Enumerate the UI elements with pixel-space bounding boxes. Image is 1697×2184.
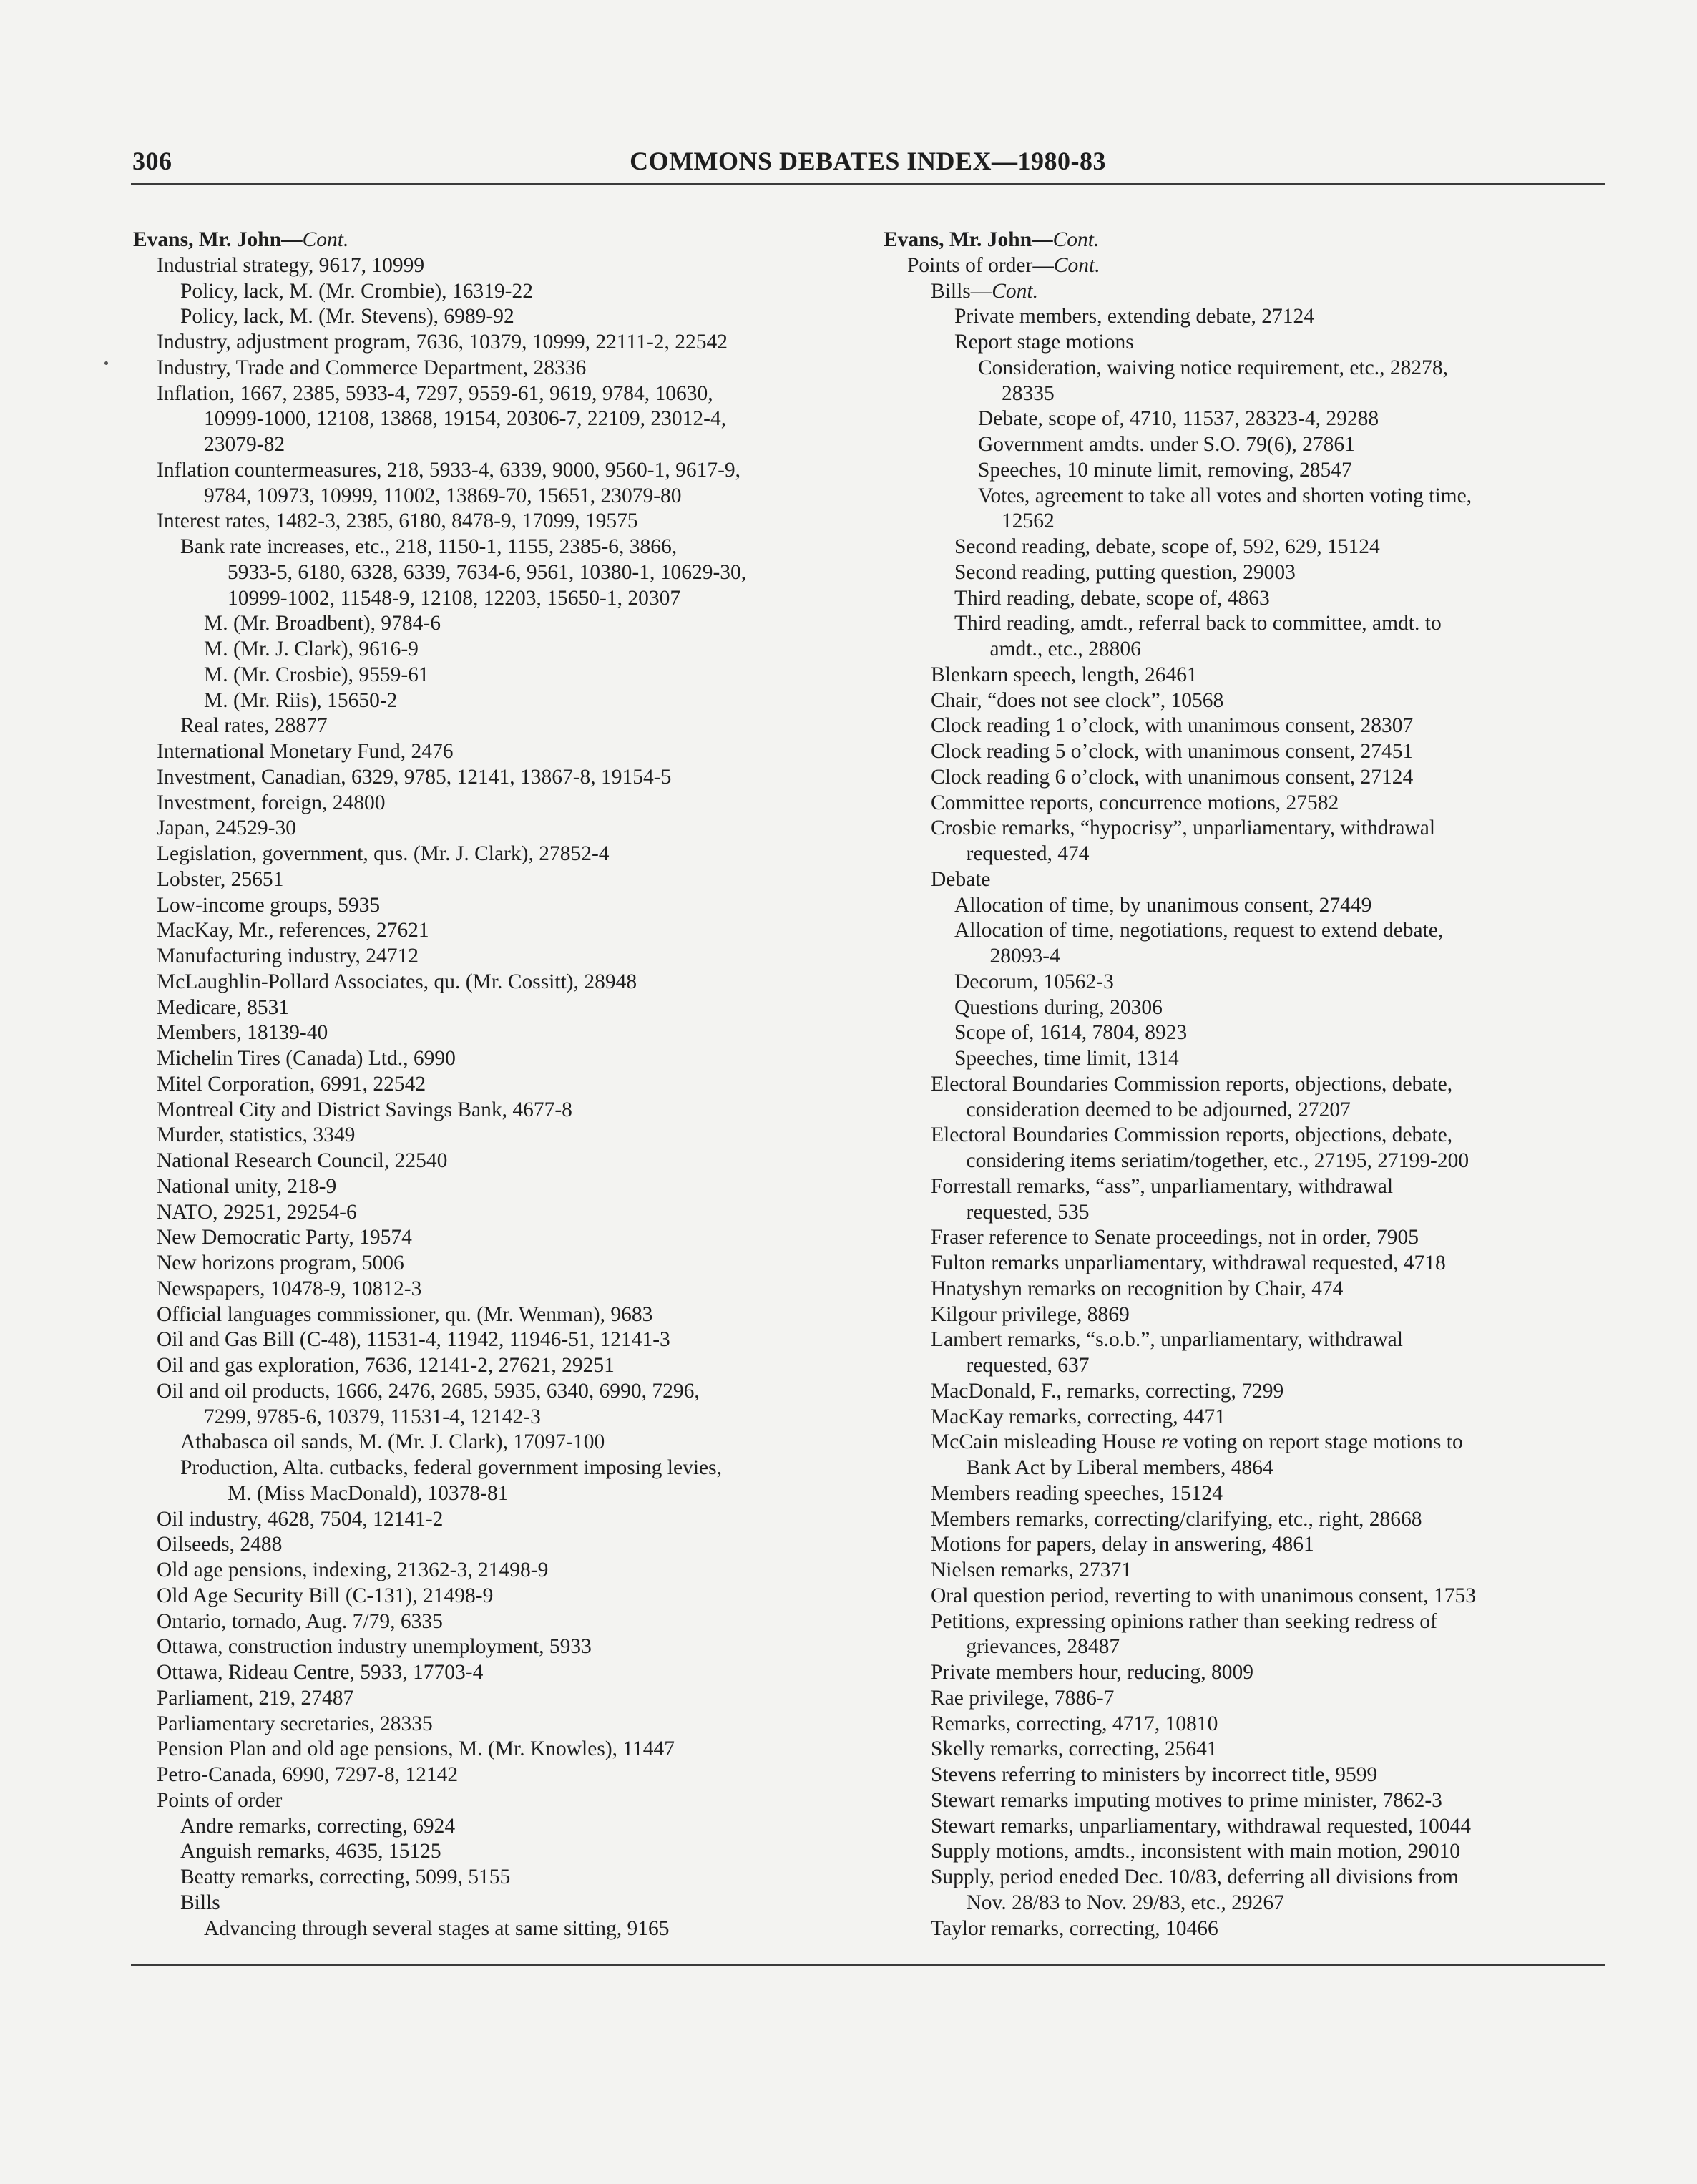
entry-text: Consideration, waiving notice requirement, etc., 28278, (978, 356, 1449, 379)
entry-text: Ottawa, Rideau Centre, 5933, 17703-4 (157, 1661, 484, 1684)
index-entry (133, 918, 856, 944)
index-entry (133, 1123, 856, 1149)
entry-text: Oil industry, 4628, 7504, 12141-2 (157, 1507, 444, 1531)
entry-text: Oral question period, reverting to with unanimous consent, 1753 (931, 1584, 1476, 1607)
index-entry (884, 1891, 1606, 1916)
entry-text: Committee reports, concurrence motions, 27582 (931, 791, 1339, 814)
index-entry (133, 1916, 856, 1942)
index-entry (884, 406, 1606, 432)
index-entry (884, 1200, 1606, 1226)
index-entry (884, 1916, 1606, 1942)
entry-text: Ottawa, construction industry unemployment, 5933 (157, 1635, 592, 1659)
entry-text: Taylor remarks, correcting, 10466 (931, 1916, 1218, 1940)
entry-text: Oil and oil products, 1666, 2476, 2685, 5935, 6340, 6990, 7296, (157, 1379, 700, 1403)
index-entry (884, 944, 1606, 970)
index-entry (884, 1839, 1606, 1865)
entry-text: Debate, scope of, 4710, 11537, 28323-4, 29288 (978, 407, 1379, 431)
index-entry (133, 1046, 856, 1072)
entry-text: Petro-Canada, 6990, 7297-8, 12142 (157, 1763, 459, 1786)
index-entry (133, 893, 856, 919)
index-entry (884, 1609, 1606, 1635)
index-entry (884, 586, 1606, 612)
index-entry (133, 406, 856, 432)
index-entry (133, 356, 856, 381)
index-entry (884, 1481, 1606, 1507)
index-entry (884, 1558, 1606, 1584)
page-title: COMMONS DEBATES INDEX—1980-83 (630, 147, 1106, 175)
entry-text: Industrial strategy, 9617, 10999 (157, 253, 425, 277)
entry-text: Investment, foreign, 24800 (157, 791, 386, 814)
entry-text: M. (Miss MacDonald), 10378-81 (228, 1481, 509, 1505)
index-entry (884, 1814, 1606, 1840)
entry-text: National unity, 218-9 (157, 1174, 337, 1198)
entry-text: Japan, 24529-30 (157, 816, 296, 840)
entry-text: MacKay remarks, correcting, 4471 (931, 1405, 1226, 1428)
index-entry (884, 1251, 1606, 1277)
entry-text: Industry, Trade and Commerce Department, 28336 (157, 356, 587, 379)
index-entry (133, 484, 856, 510)
entry-text: Beatty remarks, correcting, 5099, 5155 (180, 1866, 511, 1888)
entry-text: Speeches, time limit, 1314 (954, 1047, 1179, 1070)
index-entry (884, 356, 1606, 381)
entry-text: Bills (180, 1891, 220, 1914)
index-entry (133, 1251, 856, 1277)
entry-text: Points of order (907, 253, 1033, 277)
index-entry (133, 1020, 856, 1046)
entry-text: Supply motions, amdts., inconsistent with main motion, 29010 (931, 1840, 1460, 1863)
entry-text: 28093-4 (989, 945, 1060, 967)
entry-text: Mitel Corporation, 6991, 22542 (157, 1072, 426, 1096)
index-entry (884, 791, 1606, 816)
entry-text: Production, Alta. cutbacks, federal government imposing levies, (180, 1456, 722, 1479)
index-entry (884, 1379, 1606, 1405)
index-entry (133, 1200, 856, 1226)
index-entry (884, 1763, 1606, 1788)
entry-text: McCain misleading House (931, 1430, 1161, 1454)
index-entry (884, 1456, 1606, 1481)
entry-text: Montreal City and District Savings Bank, 4677-8 (157, 1098, 572, 1121)
index-entry (133, 1788, 856, 1814)
entry-text: Newspapers, 10478-9, 10812-3 (157, 1277, 422, 1300)
right-column (884, 228, 1606, 1941)
entry-text: Speeches, 10 minute limit, removing, 28547 (978, 458, 1352, 482)
entry-text: Private members hour, reducing, 8009 (931, 1661, 1254, 1684)
entry-text: Decorum, 10562-3 (954, 970, 1114, 993)
index-entry (884, 1020, 1606, 1046)
index-entry (133, 1456, 856, 1481)
entry-text: M. (Mr. Crosbie), 9559-61 (204, 663, 429, 686)
entry-text: Members remarks, correcting/clarifying, etc., right, 28668 (931, 1507, 1422, 1531)
entry-text: Members, 18139-40 (157, 1021, 328, 1045)
page-header (131, 146, 1605, 185)
entry-text: Bank Act by Liberal members, 4864 (966, 1456, 1273, 1479)
index-entry (884, 637, 1606, 663)
entry-text: Medicare, 8531 (157, 995, 290, 1019)
entry-text: Kilgour privilege, 8869 (931, 1302, 1130, 1326)
index-entry (884, 1584, 1606, 1609)
entry-text: Athabasca oil sands, M. (Mr. J. Clark), 17097-100 (180, 1430, 605, 1454)
index-entry (133, 1481, 856, 1507)
index-entry (133, 458, 856, 484)
index-entry (884, 867, 1606, 893)
entry-text: Interest rates, 1482-3, 2385, 6180, 8478-9, 17099, 19575 (157, 510, 638, 533)
index-entry (884, 611, 1606, 637)
index-entry (884, 1149, 1606, 1174)
entry-cont: Cont. (1052, 228, 1100, 251)
index-entry (884, 1788, 1606, 1814)
index-entry (884, 1046, 1606, 1072)
entry-text: New Democratic Party, 19574 (157, 1226, 412, 1249)
entry-text: National Research Council, 22540 (157, 1149, 448, 1172)
entry-text: Lobster, 25651 (157, 867, 284, 891)
entry-text: Petitions, expressing opinions rather than seeking redress of (931, 1609, 1437, 1633)
entry-text: Industry, adjustment program, 7636, 10379, 10999, 22111-2, 22542 (157, 331, 728, 354)
entry-text: NATO, 29251, 29254-6 (157, 1200, 357, 1224)
entry-text: Allocation of time, by unanimous consent, 27449 (954, 893, 1372, 917)
index-entry (133, 381, 856, 407)
entry-text: Investment, Canadian, 6329, 9785, 12141, 13867-8, 19154-5 (157, 765, 672, 789)
entry-text: Low-income groups, 5935 (157, 893, 381, 917)
index-entry (884, 509, 1606, 535)
entry-text: MacDonald, F., remarks, correcting, 7299 (931, 1379, 1284, 1403)
footer-rule (131, 1964, 1605, 1966)
index-entry (133, 1532, 856, 1558)
entry-text: Andre remarks, correcting, 6924 (180, 1814, 456, 1838)
entry-dash: — (281, 228, 303, 251)
entry-text: consideration deemed to be adjourned, 27207 (966, 1098, 1351, 1121)
index-entry (133, 1149, 856, 1174)
entry-text: 12562 (1002, 510, 1055, 533)
index-entry (884, 1405, 1606, 1430)
index-entry (133, 1891, 856, 1916)
index-entry (133, 1584, 856, 1609)
entry-text: Report stage motions (954, 331, 1134, 354)
index-entry (884, 1353, 1606, 1379)
index-entry (133, 1379, 856, 1405)
index-entry (133, 1558, 856, 1584)
entry-text: M. (Mr. Riis), 15650-2 (204, 688, 398, 712)
entry-text: Parliamentary secretaries, 28335 (157, 1712, 433, 1735)
index-entry (133, 944, 856, 970)
entry-text: Bills (931, 279, 971, 303)
entry-text: Evans, Mr. John (133, 228, 282, 251)
index-entry (133, 1634, 856, 1660)
entry-text: Oil and gas exploration, 7636, 12141-2, 27621, 29251 (157, 1354, 615, 1377)
index-entry (133, 995, 856, 1021)
index-entry (133, 1302, 856, 1328)
index-entry (884, 432, 1606, 458)
index-entry (133, 1098, 856, 1123)
index-entry (133, 713, 856, 739)
entry-text: Skelly remarks, correcting, 25641 (931, 1737, 1218, 1761)
entry-text: Points of order (157, 1788, 283, 1812)
index-entry (133, 432, 856, 458)
entry-text: M. (Mr. Broadbent), 9784-6 (204, 612, 441, 635)
entry-text: 9784, 10973, 10999, 11002, 13869-70, 15651, 23079-80 (204, 484, 682, 507)
index-entry (133, 330, 856, 356)
entry-text: Debate (931, 867, 991, 891)
entry-text: requested, 637 (966, 1354, 1090, 1377)
index-entry (884, 560, 1606, 586)
index-entry (884, 1277, 1606, 1302)
index-entry (884, 1865, 1606, 1891)
index-entry (133, 535, 856, 560)
entry-text: Bank rate increases, etc., 218, 1150-1, 1155, 2385-6, 3866, (180, 535, 678, 558)
index-entry (133, 1737, 856, 1763)
entry-text: Votes, agreement to take all votes and shorten voting time, (978, 484, 1472, 507)
entry-text: considering items seriatim/together, etc., 27195, 27199-200 (966, 1149, 1469, 1172)
entry-text: 10999-1002, 11548-9, 12108, 12203, 15650-1, 20307 (228, 586, 681, 610)
entry-text: Blenkarn speech, length, 26461 (931, 663, 1198, 686)
index-entry (884, 1327, 1606, 1353)
entry-text: Scope of, 1614, 7804, 8923 (954, 1021, 1188, 1045)
index-entry (133, 970, 856, 995)
entry-text: M. (Mr. J. Clark), 9616-9 (204, 638, 419, 660)
index-entry (133, 1277, 856, 1302)
entry-text: Clock reading 6 o’clock, with unanimous consent, 27124 (931, 765, 1414, 789)
entry-text: Stewart remarks, unparliamentary, withdrawal requested, 10044 (931, 1814, 1472, 1838)
entry-text: Oil and Gas Bill (C-48), 11531-4, 11942, 11946-51, 12141-3 (157, 1328, 670, 1352)
entry-text: Stewart remarks imputing motives to prime minister, 7862-3 (931, 1788, 1442, 1812)
entry-text: grievances, 28487 (966, 1635, 1120, 1659)
entry-text: Anguish remarks, 4635, 15125 (180, 1840, 441, 1863)
entry-text: Clock reading 1 o’clock, with unanimous consent, 28307 (931, 714, 1414, 738)
index-entry (133, 765, 856, 791)
entry-text: Inflation, 1667, 2385, 5933-4, 7297, 9559-61, 9619, 9784, 10630, (157, 381, 713, 405)
index-entry (884, 1098, 1606, 1123)
entry-text: 28335 (1002, 381, 1055, 405)
entry-text: Remarks, correcting, 4717, 10810 (931, 1712, 1218, 1735)
entry-text: Real rates, 28877 (180, 714, 328, 738)
entry-text: Ontario, tornado, Aug. 7/79, 6335 (157, 1609, 443, 1633)
entry-cont: Cont. (302, 228, 349, 251)
entry-text: requested, 474 (966, 842, 1090, 865)
index-entry (884, 1660, 1606, 1686)
index-entry (133, 1405, 856, 1430)
index-entry (133, 1865, 856, 1891)
index-entry (884, 816, 1606, 842)
entry-italic: re (1161, 1430, 1178, 1454)
index-entry (884, 739, 1606, 765)
index-entry (884, 484, 1606, 510)
index-entry (133, 739, 856, 765)
index-entry (884, 330, 1606, 356)
left-column (133, 228, 856, 1941)
index-entry (133, 560, 856, 586)
index-entry (884, 1686, 1606, 1712)
entry-text: Old Age Security Bill (C-131), 21498-9 (157, 1584, 494, 1607)
entry-text: Michelin Tires (Canada) Ltd., 6990 (157, 1047, 456, 1070)
index-entry (884, 1072, 1606, 1098)
entry-text: Policy, lack, M. (Mr. Crombie), 16319-22 (180, 279, 533, 303)
index-entry (133, 253, 856, 279)
index-entry (884, 458, 1606, 484)
entry-text: New horizons program, 5006 (157, 1252, 404, 1274)
entry-text: Forrestall remarks, “ass”, unparliamentary, withdrawal (931, 1174, 1394, 1198)
entry-text: Fraser reference to Senate proceedings, not in order, 7905 (931, 1226, 1419, 1249)
entry-text: Crosbie remarks, “hypocrisy”, unparliamentary, withdrawal (931, 816, 1436, 840)
entry-text: Third reading, amdt., referral back to committee, amdt. to (954, 612, 1442, 635)
index-entry (884, 918, 1606, 944)
entry-dash: — (970, 279, 992, 303)
entry-text: 10999-1000, 12108, 13868, 19154, 20306-7, 22109, 23012-4, (204, 407, 727, 431)
entry-text: Chair, “does not see clock”, 10568 (931, 688, 1224, 712)
index-entry (884, 279, 1606, 305)
index-entry (133, 637, 856, 663)
index-entry (133, 1507, 856, 1533)
entry-text: Murder, statistics, 3349 (157, 1123, 356, 1147)
entry-cont: Cont. (992, 279, 1038, 303)
index-entry (884, 842, 1606, 867)
entry-text: Second reading, putting question, 29003 (954, 560, 1296, 584)
index-entry (133, 1839, 856, 1865)
entry-text: Parliament, 219, 27487 (157, 1686, 354, 1710)
entry-text: Questions during, 20306 (954, 995, 1163, 1019)
entry-text: Rae privilege, 7886-7 (931, 1686, 1115, 1710)
entry-text: Manufacturing industry, 24712 (157, 945, 419, 967)
index-entry (133, 279, 856, 305)
entry-text: Clock reading 5 o’clock, with unanimous consent, 27451 (931, 740, 1414, 763)
index-entry (133, 586, 856, 612)
index-entry (133, 1174, 856, 1200)
index-entry (133, 1686, 856, 1712)
index-entry (133, 791, 856, 816)
entry-cont: Cont. (1053, 253, 1100, 277)
index-entry (133, 663, 856, 688)
entry-dash: — (1032, 228, 1053, 251)
entry-text: Electoral Boundaries Commission reports, objections, debate, (931, 1072, 1453, 1096)
index-entry (133, 611, 856, 637)
entry-text: Nov. 28/83 to Nov. 29/83, etc., 29267 (966, 1891, 1284, 1914)
entry-text: Stevens referring to ministers by incorrect title, 9599 (931, 1763, 1378, 1786)
entry-text: Allocation of time, negotiations, request to extend debate, (954, 919, 1444, 942)
index-entry (884, 304, 1606, 330)
index-entry (133, 1712, 856, 1737)
index-entry (884, 228, 1606, 253)
entry-text: requested, 535 (966, 1200, 1090, 1224)
index-entry (884, 1123, 1606, 1149)
entry-text: Lambert remarks, “s.o.b.”, unparliamentary, withdrawal (931, 1328, 1403, 1352)
entry-text: Fulton remarks unparliamentary, withdrawal requested, 4718 (931, 1252, 1446, 1274)
entry-text: Motions for papers, delay in answering, 4861 (931, 1533, 1314, 1556)
entry-text: Pension Plan and old age pensions, M. (Mr. Knowles), 11447 (157, 1737, 675, 1761)
index-entry (884, 535, 1606, 560)
entry-text-continued: voting on report stage motions to (1178, 1430, 1463, 1454)
entry-text: McLaughlin-Pollard Associates, qu. (Mr. Cossitt), 28948 (157, 970, 637, 993)
index-entry (884, 1712, 1606, 1737)
entry-text: Government amdts. under S.O. 79(6), 27861 (978, 433, 1355, 456)
index-entry (884, 713, 1606, 739)
entry-text: Old age pensions, indexing, 21362-3, 21498-9 (157, 1559, 549, 1581)
index-entry (884, 1737, 1606, 1763)
entry-text: Official languages commissioner, qu. (Mr. Wenman), 9683 (157, 1302, 653, 1326)
entry-text: Inflation countermeasures, 218, 5933-4, 6339, 9000, 9560-1, 9617-9, (157, 458, 741, 482)
index-entry (884, 381, 1606, 407)
index-entry (884, 995, 1606, 1021)
index-entry (884, 1430, 1606, 1456)
index-entry (133, 816, 856, 842)
index-entry (884, 970, 1606, 995)
index-entry (133, 867, 856, 893)
index-entry (133, 1660, 856, 1686)
entry-text: 5933-5, 6180, 6328, 6339, 7634-6, 9561, 10380-1, 10629-30, (228, 560, 747, 584)
index-entry (884, 688, 1606, 714)
entry-text: amdt., etc., 28806 (989, 638, 1141, 660)
entry-text: 7299, 9785-6, 10379, 11531-4, 12142-3 (204, 1405, 541, 1428)
index-entry (884, 1302, 1606, 1328)
index-entry (133, 1430, 856, 1456)
index-entry (133, 1814, 856, 1840)
index-entry (884, 1507, 1606, 1533)
index-entry (133, 1072, 856, 1098)
index-entry (133, 688, 856, 714)
entry-text: Supply, period eneded Dec. 10/83, deferring all divisions from (931, 1866, 1459, 1888)
entry-text: 23079-82 (204, 433, 285, 456)
entry-text: International Monetary Fund, 2476 (157, 740, 454, 763)
index-entry (884, 893, 1606, 919)
index-entry (133, 1609, 856, 1635)
index-entry (133, 1353, 856, 1379)
index-entry (133, 228, 856, 253)
page-number: 306 (132, 147, 172, 175)
index-entry (133, 842, 856, 867)
index-entry (884, 663, 1606, 688)
index-entry (884, 1532, 1606, 1558)
entry-text: Members reading speeches, 15124 (931, 1481, 1223, 1505)
index-entry (133, 1327, 856, 1353)
index-entry (884, 1634, 1606, 1660)
entry-text: Third reading, debate, scope of, 4863 (954, 586, 1270, 610)
index-entry (133, 1225, 856, 1251)
entry-text: Legislation, government, qus. (Mr. J. Clark), 27852-4 (157, 842, 610, 865)
entry-text: Advancing through several stages at same sitting, 9165 (204, 1916, 670, 1940)
index-entry (884, 1174, 1606, 1200)
entry-text: Oilseeds, 2488 (157, 1533, 283, 1556)
entry-text: Policy, lack, M. (Mr. Stevens), 6989-92 (180, 305, 514, 328)
stray-mark (104, 361, 108, 365)
entry-text: Electoral Boundaries Commission reports, objections, debate, (931, 1123, 1453, 1147)
index-entry (133, 304, 856, 330)
index-entry (133, 509, 856, 535)
index-entry (884, 765, 1606, 791)
entry-text: Nielsen remarks, 27371 (931, 1559, 1132, 1581)
entry-text: Private members, extending debate, 27124 (954, 305, 1314, 328)
entry-text: Evans, Mr. John (884, 228, 1032, 251)
index-entry (884, 1225, 1606, 1251)
entry-dash: — (1032, 253, 1054, 277)
entry-text: Second reading, debate, scope of, 592, 629, 15124 (954, 535, 1380, 558)
index-entry (133, 1763, 856, 1788)
entry-text: Hnatyshyn remarks on recognition by Chair, 474 (931, 1277, 1344, 1300)
entry-text: MacKay, Mr., references, 27621 (157, 919, 429, 942)
index-entry (884, 253, 1606, 279)
